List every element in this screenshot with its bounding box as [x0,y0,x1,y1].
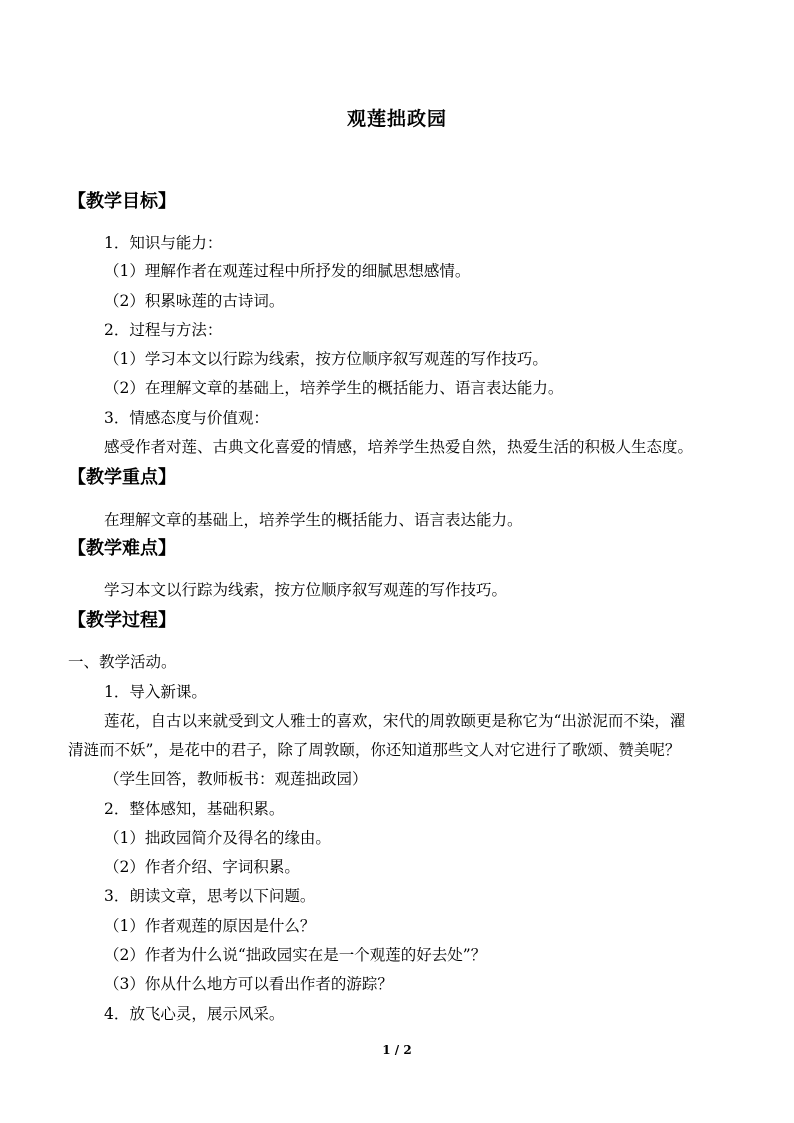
process-line: 2．整体感知，基础积累。 [104,800,285,818]
objective-line: 感受作者对莲、古典文化喜爱的情感，培养学生热爱自然，热爱生活的积极人生态度。 [104,438,694,456]
process-line: （1）作者观莲的原因是什么？ [104,917,316,935]
objective-line: （1）理解作者在观莲过程中所抒发的细腻思想感情。 [104,262,471,280]
section-heading-difficulties: 【教学难点】 [68,538,176,559]
key-points-text: 在理解文章的基础上，培养学生的概括能力、语言表达能力。 [104,511,523,529]
section-heading-process: 【教学过程】 [68,610,176,631]
process-line: 1．导入新课。 [104,683,207,701]
objective-line: 2．过程与方法： [104,321,223,339]
process-line: （1）拙政园简介及得名的缘由。 [104,829,331,847]
process-line: （3）你从什么地方可以看出作者的游踪？ [104,975,393,993]
page-number: 1 / 2 [382,1043,412,1057]
document-title: 观莲拙政园 [346,108,447,130]
process-line: （学生回答，教师板书：观莲拙政园） [104,770,368,788]
process-line: 3．朗读文章，思考以下问题。 [104,887,316,905]
objective-line: 3．情感态度与价值观： [104,409,269,427]
objective-line: （2）积累咏莲的古诗词。 [104,292,285,310]
process-line: 一、教学活动。 [68,653,177,671]
process-line: 清涟而不妖”，是花中的君子，除了周敦颐，你还知道那些文人对它进行了歌颂、赞美呢？ [68,741,681,759]
process-line: （2）作者为什么说“拙政园实在是一个观莲的好去处”？ [104,946,487,964]
process-line: 4．放飞心灵，展示风采。 [104,1005,285,1023]
section-heading-key-points: 【教学重点】 [68,467,176,488]
objective-line: （2）在理解文章的基础上，培养学生的概括能力、语言表达能力。 [104,379,564,397]
objective-line: 1．知识与能力： [104,234,223,252]
difficulties-text: 学习本文以行踪为线索，按方位顺序叙写观莲的写作技巧。 [104,581,508,599]
objective-line: （1）学习本文以行踪为线索，按方位顺序叙写观莲的写作技巧。 [104,350,548,368]
process-line: 莲花，自古以来就受到文人雅士的喜欢，宋代的周敦颐更是称它为“出淤泥而不染，濯 [104,712,686,730]
process-line: （2）作者介绍、字词积累。 [104,858,300,876]
section-heading-objectives: 【教学目标】 [68,191,176,212]
